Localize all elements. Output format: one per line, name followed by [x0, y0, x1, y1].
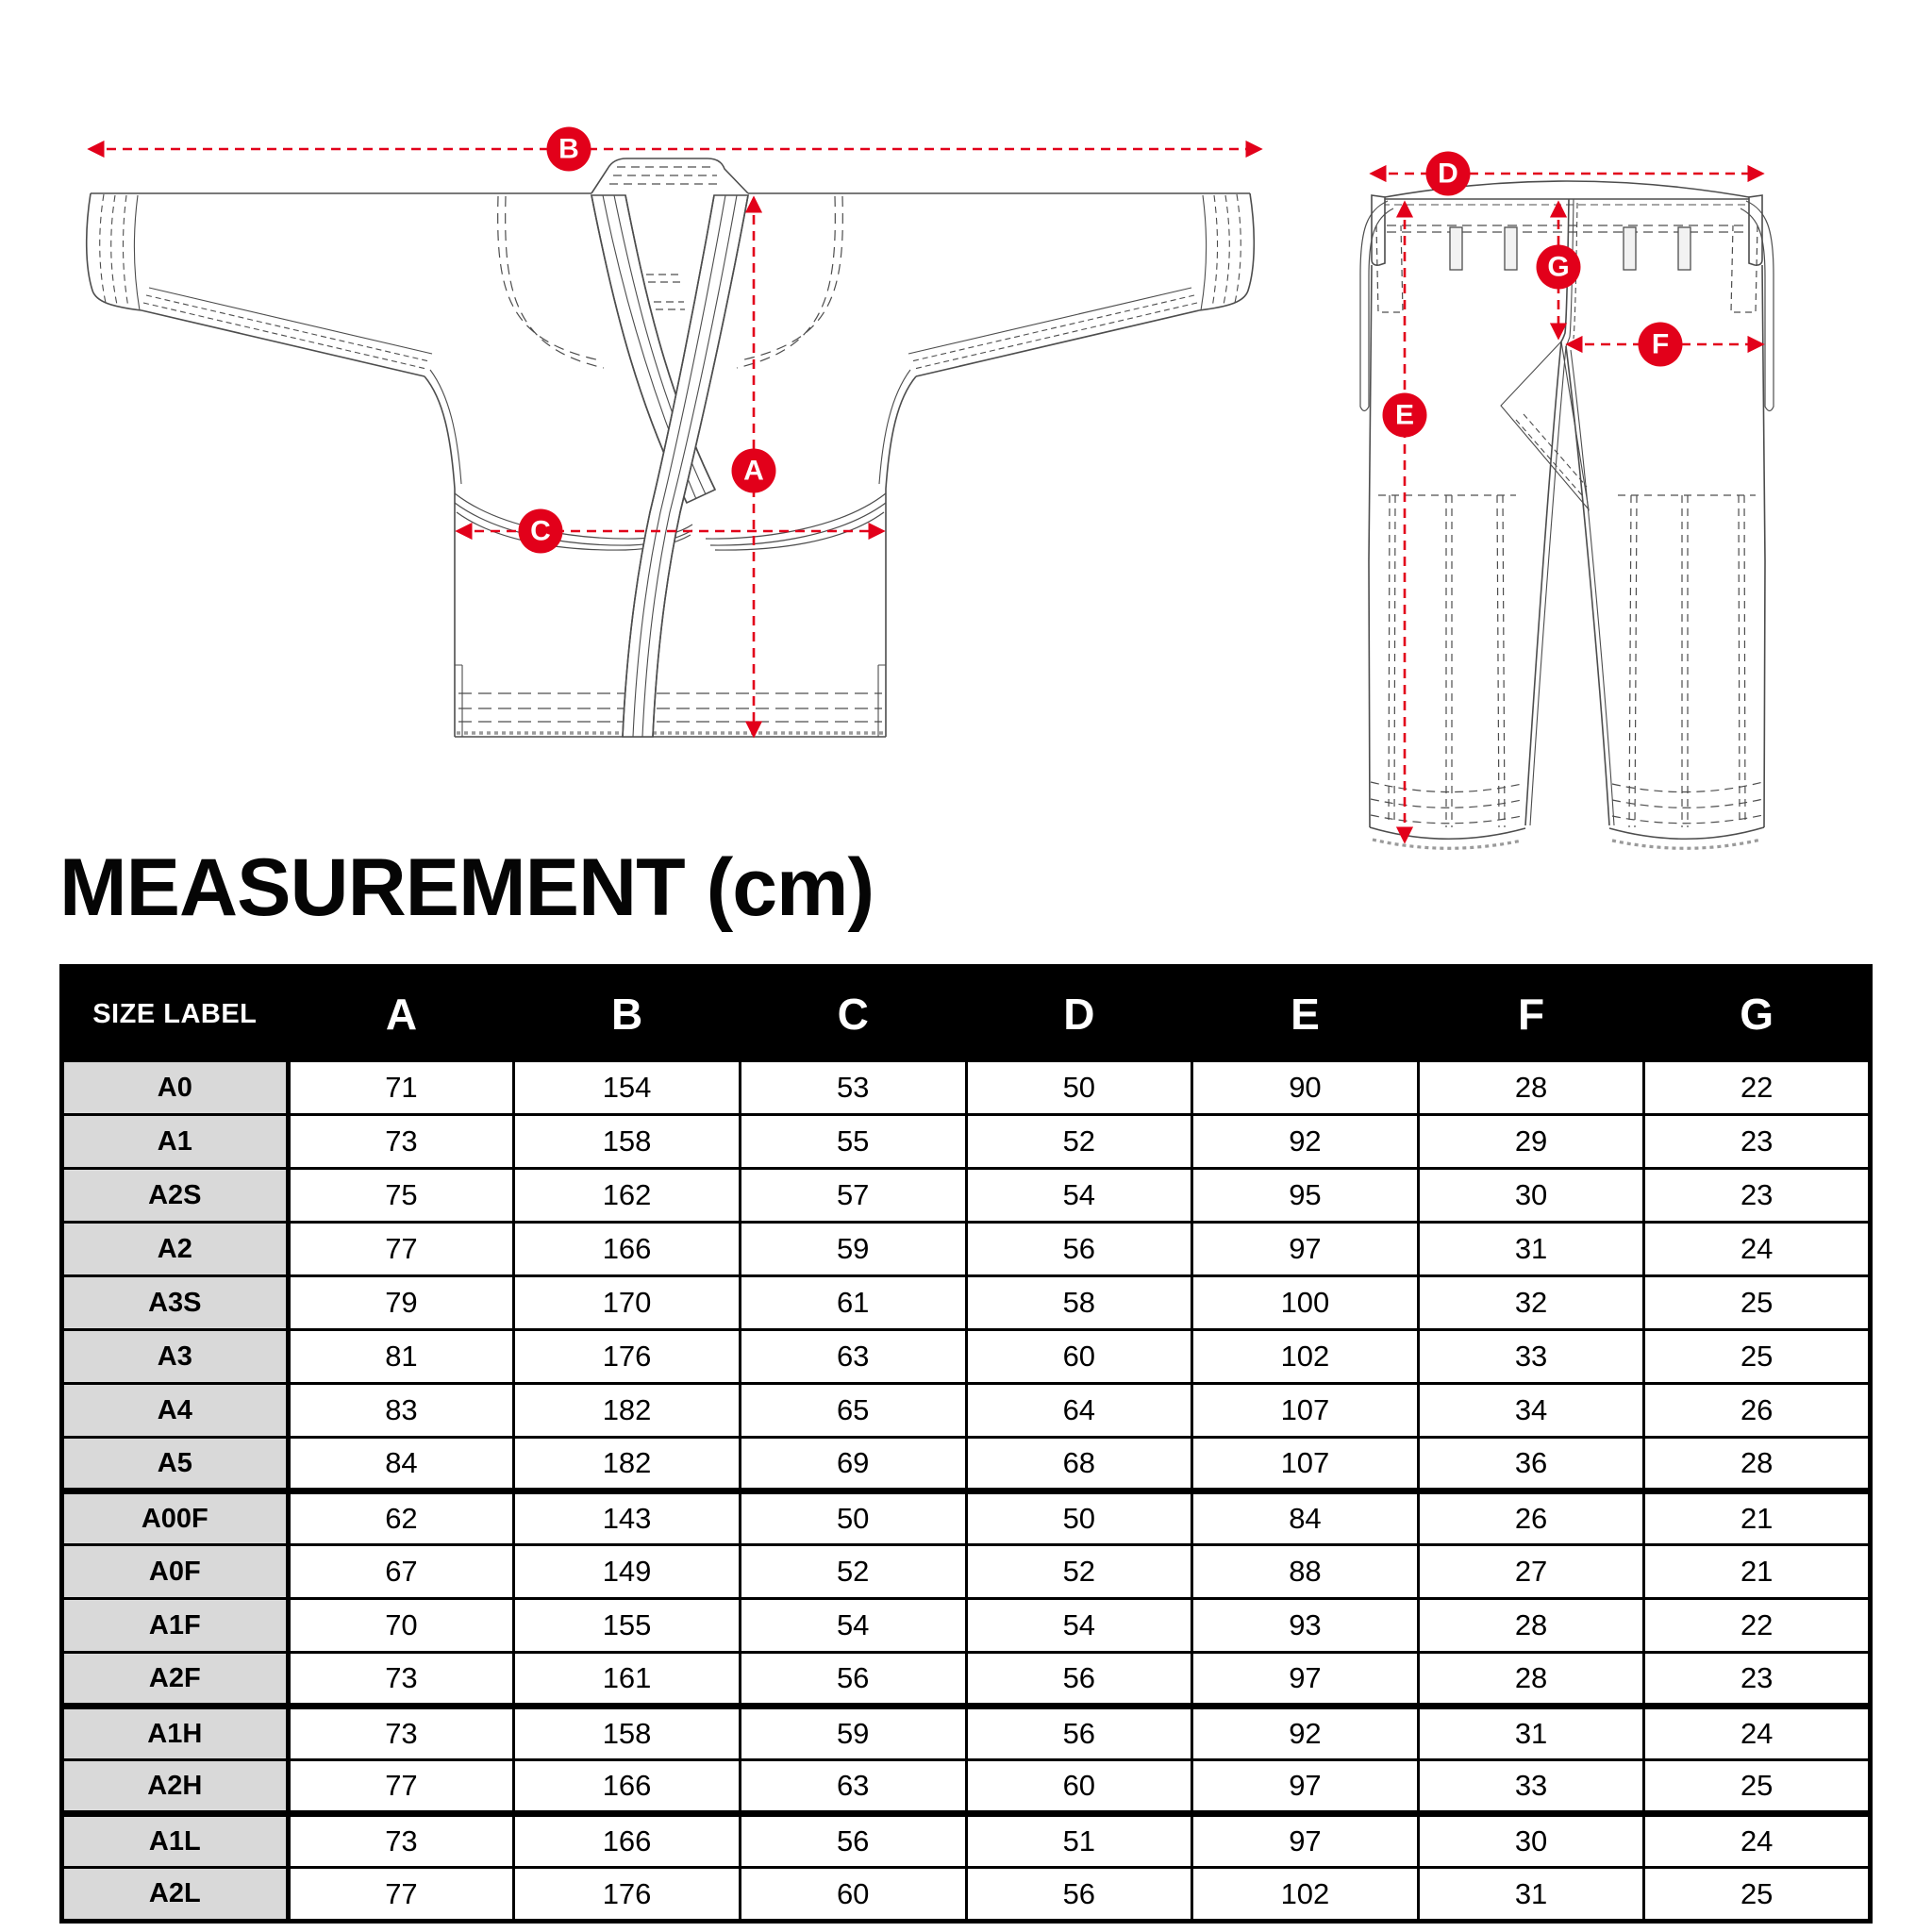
value-cell: 107: [1192, 1384, 1419, 1438]
size-label-cell: A5: [62, 1438, 289, 1491]
column-header-d: D: [966, 967, 1192, 1061]
value-cell: 63: [740, 1760, 966, 1814]
size-label-cell: A2L: [62, 1868, 289, 1922]
value-cell: 59: [740, 1223, 966, 1276]
value-cell: 73: [288, 1707, 514, 1760]
value-cell: 52: [966, 1545, 1192, 1599]
table-row: [62, 1868, 1871, 1922]
measure-marker-d: D: [1426, 152, 1471, 196]
value-cell: 28: [1418, 1061, 1644, 1115]
value-cell: 64: [966, 1384, 1192, 1438]
value-cell: 62: [288, 1491, 514, 1545]
measurement-table: [59, 964, 1873, 1924]
value-cell: 67: [288, 1545, 514, 1599]
value-cell: 155: [514, 1599, 741, 1653]
table-header-row: [62, 967, 1871, 1061]
size-label-cell: A2H: [62, 1760, 289, 1814]
value-cell: 56: [740, 1653, 966, 1707]
value-cell: 97: [1192, 1760, 1419, 1814]
value-cell: 25: [1644, 1868, 1871, 1922]
size-label-cell: A0F: [62, 1545, 289, 1599]
value-cell: 92: [1192, 1707, 1419, 1760]
table-row: [62, 1384, 1871, 1438]
table-row: [62, 1814, 1871, 1868]
size-label-cell: A4: [62, 1384, 289, 1438]
value-cell: 22: [1644, 1061, 1871, 1115]
size-label-cell: A1: [62, 1115, 289, 1169]
table-row: [62, 1276, 1871, 1330]
value-cell: 33: [1418, 1330, 1644, 1384]
table-row: [62, 1223, 1871, 1276]
column-header-b: B: [514, 967, 741, 1061]
table-row: [62, 1599, 1871, 1653]
value-cell: 56: [740, 1814, 966, 1868]
table-row: [62, 1653, 1871, 1707]
value-cell: 58: [966, 1276, 1192, 1330]
size-label-cell: A1L: [62, 1814, 289, 1868]
size-label-cell: A2: [62, 1223, 289, 1276]
table-body: [62, 1061, 1871, 1922]
value-cell: 182: [514, 1438, 741, 1491]
value-cell: 25: [1644, 1330, 1871, 1384]
value-cell: 31: [1418, 1223, 1644, 1276]
pants-diagram-svg: [1344, 90, 1891, 877]
value-cell: 52: [966, 1115, 1192, 1169]
column-header-c: C: [740, 967, 966, 1061]
value-cell: 77: [288, 1223, 514, 1276]
value-cell: 54: [966, 1599, 1192, 1653]
value-cell: 97: [1192, 1653, 1419, 1707]
value-cell: 162: [514, 1169, 741, 1223]
size-label-cell: A2S: [62, 1169, 289, 1223]
value-cell: 73: [288, 1814, 514, 1868]
value-cell: 77: [288, 1760, 514, 1814]
column-header-g: G: [1644, 967, 1871, 1061]
value-cell: 31: [1418, 1707, 1644, 1760]
value-cell: 27: [1418, 1545, 1644, 1599]
table-row: [62, 1491, 1871, 1545]
value-cell: 25: [1644, 1276, 1871, 1330]
value-cell: 51: [966, 1814, 1192, 1868]
value-cell: 34: [1418, 1384, 1644, 1438]
value-cell: 97: [1192, 1814, 1419, 1868]
value-cell: 54: [740, 1599, 966, 1653]
value-cell: 73: [288, 1115, 514, 1169]
size-label-cell: A1F: [62, 1599, 289, 1653]
value-cell: 166: [514, 1760, 741, 1814]
measure-marker-a: A: [732, 449, 776, 493]
column-header-f: F: [1418, 967, 1644, 1061]
value-cell: 24: [1644, 1814, 1871, 1868]
table-row: [62, 1169, 1871, 1223]
value-cell: 69: [740, 1438, 966, 1491]
size-label-cell: A2F: [62, 1653, 289, 1707]
value-cell: 143: [514, 1491, 741, 1545]
value-cell: 170: [514, 1276, 741, 1330]
value-cell: 71: [288, 1061, 514, 1115]
value-cell: 53: [740, 1061, 966, 1115]
value-cell: 55: [740, 1115, 966, 1169]
pants-diagram: [1344, 90, 1891, 877]
size-label-header: SIZE LABEL: [62, 967, 289, 1061]
value-cell: 30: [1418, 1814, 1644, 1868]
table-row: [62, 1061, 1871, 1115]
value-cell: 26: [1418, 1491, 1644, 1545]
table-row: [62, 1115, 1871, 1169]
value-cell: 176: [514, 1868, 741, 1922]
value-cell: 52: [740, 1545, 966, 1599]
value-cell: 84: [1192, 1491, 1419, 1545]
value-cell: 60: [740, 1868, 966, 1922]
value-cell: 36: [1418, 1438, 1644, 1491]
value-cell: 73: [288, 1653, 514, 1707]
value-cell: 102: [1192, 1868, 1419, 1922]
value-cell: 81: [288, 1330, 514, 1384]
measure-marker-c: C: [519, 509, 563, 554]
value-cell: 79: [288, 1276, 514, 1330]
size-label-cell: A1H: [62, 1707, 289, 1760]
table-row: [62, 1330, 1871, 1384]
value-cell: 97: [1192, 1223, 1419, 1276]
value-cell: 24: [1644, 1707, 1871, 1760]
value-cell: 23: [1644, 1115, 1871, 1169]
value-cell: 65: [740, 1384, 966, 1438]
value-cell: 158: [514, 1707, 741, 1760]
value-cell: 56: [966, 1653, 1192, 1707]
value-cell: 166: [514, 1223, 741, 1276]
value-cell: 28: [1644, 1438, 1871, 1491]
size-label-cell: A3S: [62, 1276, 289, 1330]
value-cell: 63: [740, 1330, 966, 1384]
value-cell: 23: [1644, 1653, 1871, 1707]
value-cell: 88: [1192, 1545, 1419, 1599]
value-cell: 100: [1192, 1276, 1419, 1330]
value-cell: 56: [966, 1868, 1192, 1922]
jacket-diagram-svg: [83, 88, 1267, 758]
value-cell: 21: [1644, 1491, 1871, 1545]
value-cell: 57: [740, 1169, 966, 1223]
value-cell: 166: [514, 1814, 741, 1868]
value-cell: 60: [966, 1330, 1192, 1384]
value-cell: 60: [966, 1760, 1192, 1814]
value-cell: 31: [1418, 1868, 1644, 1922]
value-cell: 95: [1192, 1169, 1419, 1223]
value-cell: 182: [514, 1384, 741, 1438]
value-cell: 54: [966, 1169, 1192, 1223]
page-title: MEASUREMENT (cm): [59, 842, 874, 933]
value-cell: 50: [966, 1061, 1192, 1115]
value-cell: 50: [740, 1491, 966, 1545]
column-header-a: A: [288, 967, 514, 1061]
size-label-cell: A3: [62, 1330, 289, 1384]
value-cell: 68: [966, 1438, 1192, 1491]
measure-marker-b: B: [547, 127, 591, 172]
value-cell: 56: [966, 1223, 1192, 1276]
value-cell: 158: [514, 1115, 741, 1169]
value-cell: 56: [966, 1707, 1192, 1760]
value-cell: 61: [740, 1276, 966, 1330]
measure-marker-g: G: [1537, 245, 1581, 290]
measure-marker-f: F: [1639, 323, 1683, 367]
value-cell: 75: [288, 1169, 514, 1223]
value-cell: 23: [1644, 1169, 1871, 1223]
value-cell: 29: [1418, 1115, 1644, 1169]
value-cell: 149: [514, 1545, 741, 1599]
value-cell: 176: [514, 1330, 741, 1384]
measure-marker-e: E: [1383, 393, 1427, 438]
value-cell: 30: [1418, 1169, 1644, 1223]
value-cell: 84: [288, 1438, 514, 1491]
jacket-diagram: [83, 88, 1267, 758]
size-label-cell: A0: [62, 1061, 289, 1115]
value-cell: 28: [1418, 1599, 1644, 1653]
table-header: [62, 967, 1871, 1061]
table-row: [62, 1760, 1871, 1814]
value-cell: 25: [1644, 1760, 1871, 1814]
jacket-line-art: [87, 158, 1255, 737]
column-header-e: E: [1192, 967, 1419, 1061]
value-cell: 32: [1418, 1276, 1644, 1330]
value-cell: 93: [1192, 1599, 1419, 1653]
value-cell: 102: [1192, 1330, 1419, 1384]
value-cell: 161: [514, 1653, 741, 1707]
value-cell: 154: [514, 1061, 741, 1115]
size-label-cell: A00F: [62, 1491, 289, 1545]
value-cell: 22: [1644, 1599, 1871, 1653]
value-cell: 90: [1192, 1061, 1419, 1115]
value-cell: 92: [1192, 1115, 1419, 1169]
value-cell: 70: [288, 1599, 514, 1653]
table-row: [62, 1438, 1871, 1491]
value-cell: 77: [288, 1868, 514, 1922]
value-cell: 21: [1644, 1545, 1871, 1599]
value-cell: 107: [1192, 1438, 1419, 1491]
value-cell: 59: [740, 1707, 966, 1760]
value-cell: 83: [288, 1384, 514, 1438]
value-cell: 50: [966, 1491, 1192, 1545]
value-cell: 24: [1644, 1223, 1871, 1276]
value-cell: 28: [1418, 1653, 1644, 1707]
table-row: [62, 1545, 1871, 1599]
value-cell: 26: [1644, 1384, 1871, 1438]
table-row: [62, 1707, 1871, 1760]
value-cell: 33: [1418, 1760, 1644, 1814]
